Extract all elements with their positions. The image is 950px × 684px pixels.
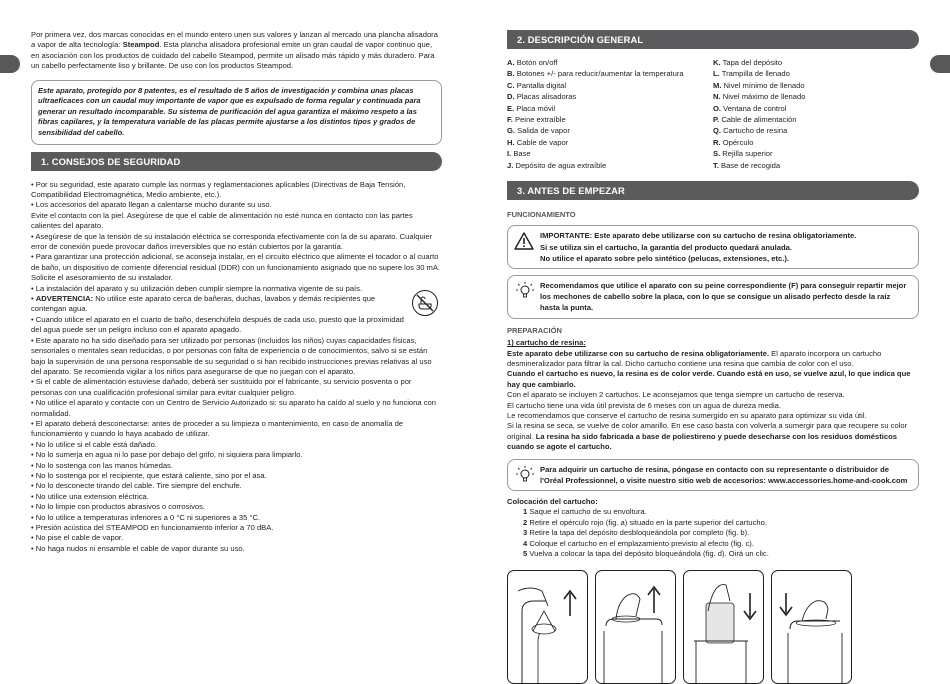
section-header-before-start: 3. ANTES DE EMPEZAR	[507, 181, 919, 200]
part-item: Q. Cartucho de resina	[713, 126, 788, 136]
part-item: D. Placas alisadoras	[507, 92, 577, 102]
prep-paragraph: Si la resina se seca, se vuelve de color amarillo. En ese caso basta con volverla a sumergir para que recupere su color original. La resina ha sido fabricada a base de poliestireno y puede desecharse con los residuos domésticos cuando se agote el cartucho.	[507, 421, 908, 452]
page-tab-left	[0, 55, 20, 73]
figure-a	[507, 570, 588, 684]
warning-triangle-icon	[514, 230, 540, 252]
safety-item: • No lo utilice si el cable está dañado.	[31, 439, 157, 449]
part-item: G. Salida de vapor	[507, 126, 570, 136]
safety-item: • Si el cable de alimentación estuviese dañado, deberá ser sustituido por el fabricante, su servicio posventa o por personas con una cualificación profesional similar para evitar cualquier peligro.	[31, 377, 412, 397]
safety-item: • No haga nudos ni ensamble el cable de vapor durante su uso.	[31, 543, 245, 553]
prep-paragraph: Cuando el cartucho es nuevo, la resina es de color verde. Cuando está en uso, se vuelve azul, lo que indica que hay que cambiarlo.	[507, 369, 911, 389]
part-item: T. Base de recogida	[713, 160, 781, 170]
parts-list-left	[507, 57, 713, 171]
figure-d	[771, 570, 852, 684]
safety-item: • No lo sostenga con las manos húmedas.	[31, 460, 173, 470]
prep-paragraph: El cartucho tiene una vida útil prevista de 6 meses con un agua de dureza media.	[507, 400, 781, 410]
tip-box-purchase	[507, 459, 919, 491]
part-item: M. Nivel mínimo de llenado	[713, 80, 805, 90]
placement-step: 5 Vuelva a colocar la tapa del depósito bloqueándola (fig. d). Oirá un clic.	[523, 549, 769, 558]
placement-steps	[507, 507, 919, 559]
part-item: F. Peine extraíble	[507, 115, 566, 125]
section-header-safety: 1. CONSEJOS DE SEGURIDAD	[31, 152, 442, 171]
safety-item: • El aparato deberá desconectarse: antes de proceder a su limpieza o mantenimiento, en caso de anomalía de funcionamiento y cuando lo haya acabado de utilizar.	[31, 418, 404, 439]
figure-c	[683, 570, 764, 684]
prep-paragraph: Le recomendamos que conserve el cartucho de resina sumergido en su aparato para optimizar su vida útil.	[507, 410, 867, 420]
patents-box: Este aparato, protegido por 8 patentes, es el resultado de 5 años de investigación y combina unas placas ultraeficaces con un caudal muy importante de vapor que es expulsado de forma regular y continuada para generar un resultado incomparable. Su sistema de purificación del agua garantiza el máximo respeto a las fibras capilares, y la temperatura variable de las placas permite ajustarse a los distintos tipos y grados de sensibilidad del cabello.	[31, 80, 442, 145]
subheading-funcionamiento: FUNCIONAMIENTO	[507, 210, 576, 220]
lightbulb-icon	[514, 280, 540, 302]
safety-item: • La instalación del aparato y su utilización deben cumplir siempre la normativa vigente de su país.	[31, 283, 363, 293]
safety-item: • No pise el cable de vapor.	[31, 533, 124, 543]
safety-item: • Los accesorios del aparato llegan a calentarse mucho durante su uso.	[31, 200, 272, 210]
placement-step: 4 Coloque el cartucho en el emplazamiento previsto al efecto (fig. c).	[523, 538, 754, 548]
important-box	[507, 225, 919, 269]
part-item: N. Nivel máximo de llenado	[713, 92, 806, 102]
part-item: J. Depósito de agua extraíble	[507, 160, 607, 170]
safety-item-warning: • ADVERTENCIA: No utilice este aparato cerca de bañeras, duchas, lavabos y demás recipientes que contengan agua.	[31, 294, 376, 314]
section-header-description: 2. DESCRIPCIÓN GENERAL	[507, 30, 919, 49]
part-item: L. Trampilla de llenado	[713, 69, 790, 79]
safety-item: • Presión acústica del STEAMPOD en funcionamiento inferior a 70 dBA.	[31, 523, 274, 532]
page-tab-right	[930, 55, 950, 73]
part-item: E. Placa móvil	[507, 103, 556, 113]
placement-title: Colocación del cartucho:	[507, 496, 598, 506]
part-item: P. Cable de alimentación	[713, 115, 797, 125]
safety-item: • No lo limpie con productos abrasivos o corrosivos.	[31, 502, 206, 512]
safety-item: • No lo desconecte tirando del cable. Tire siempre del enchufe.	[31, 481, 242, 491]
parts-list	[507, 57, 919, 171]
part-item: C. Pantalla digital	[507, 80, 567, 90]
left-column	[31, 30, 442, 554]
part-item: H. Cable de vapor	[507, 137, 569, 147]
intro-paragraph: Por primera vez, dos marcas conocidas en el mundo entero unen sus valores y lanzan al mercado una plancha alisadora a vapor de alta tecnología: Steampod. Esta plancha alisadora profesional emite un gran caudal de vapor continuo que, en asociación con los productos de cuidado del cabello Steampod, permite un alisado más rápido y más duradero. Para un cabello perfectamente liso y brillante. De uso con los productos Steampod.	[31, 30, 438, 71]
safety-item: • No utilice una extension eléctrica.	[31, 491, 149, 501]
important-line: IMPORTANTE: Este aparato debe utilizarse con su cartucho de resina obligatoriamente.	[540, 231, 857, 241]
part-item: B. Botones +/- para reducir/aumentar la temperatura	[507, 69, 684, 79]
tip-text: Para adquirir un cartucho de resina, póngase en contacto con su representante o distribuidor de l'Oréal Professionnel, o visite nuestro sitio web de accesorios: www.accessories.home-and-cook.com	[540, 464, 908, 485]
safety-item: • Por su seguridad, este aparato cumple las normas y reglamentaciones aplicables (Directivas de Baja Tensión, Compatibilidad Electromagnética, Medio ambiente, etc.).	[31, 179, 406, 199]
safety-item: • No lo sumerja en agua ni lo pase por debajo del grifo, ni siquiera para limpiarlo.	[31, 450, 303, 460]
part-item: K. Tapa del depósito	[713, 58, 783, 67]
figure-b	[595, 570, 676, 684]
parts-list-right	[713, 57, 919, 171]
safety-item: • No lo utilice a temperaturas inferiores a 0 °C ni superiores a 35 °C.	[31, 512, 261, 522]
safety-item: • Asegúrese de que la tensión de su instalación eléctrica se corresponda efectivamente con la de su aparato. Cualquier error de conexión puede provocar daños irreversibles que no están cubiertos por la garantía.	[31, 231, 433, 252]
important-line: Si se utiliza sin el cartucho, la garantía del producto quedará anulada.	[540, 242, 792, 252]
prep-paragraph: Este aparato debe utilizarse con su cartucho de resina obligatoriamente. El aparato incorpora un cartucho desmineralizador para filtrar la cal. Dicho cartucho contiene una resina que cambia de color con el uso.	[507, 348, 882, 368]
lightbulb-icon	[514, 464, 540, 486]
safety-item: • Para garantizar una protección adicional, se aconseja instalar, en el circuito eléctrico que alimente el tocador o al cuarto de baño, un dispositivo de corriente diferencial residual (DDR) con un funcionamiento asignado que no supere los 30 mA. Solicite el asesoramiento de su instalador.	[31, 252, 441, 283]
placement-step: 2 Retire el opérculo rojo (fig. a) situado en la parte superior del cartucho.	[523, 517, 767, 527]
tip-box-comb	[507, 275, 919, 319]
part-item: I. Base	[507, 149, 531, 159]
important-line: No utilice el aparato sobre pelo sintético (pelucas, extensiones, etc.).	[540, 253, 789, 263]
tip-text: Recomendamos que utilice el aparato con su peine correspondiente (F) para conseguir repartir mejor los mechones de cabello sobre la placa, con lo que se consigue un alisado perfecto desde la raíz hasta la punta.	[540, 281, 907, 313]
right-column	[507, 30, 919, 684]
safety-item: • No lo sostenga por el recipiente, que estará caliente, sino por el asa.	[31, 470, 267, 480]
safety-item: • Cuando utilice el aparato en el cuarto de baño, desenchúfelo después de cada uso, puesto que la proximidad del agua puede ser un peligro incluso con el aparato apagado.	[31, 314, 404, 335]
part-item: S. Rejilla superior	[713, 149, 773, 159]
safety-item: • No utilice el aparato y contacte con un Centro de Servicio Autorizado si: su aparato ha caído al suelo y no funciona con normalidad.	[31, 398, 436, 418]
part-item: O. Ventana de control	[713, 103, 787, 113]
subheading-preparacion: PREPARACIÓN	[507, 325, 562, 335]
part-item: A. Botón on/off	[507, 58, 558, 67]
part-item: R. Opérculo	[713, 137, 754, 147]
cartridge-title: 1) cartucho de resina:	[507, 338, 586, 348]
placement-step: 1 Saque el cartucho de su envoltura.	[523, 507, 647, 517]
placement-step: 3 Retire la tapa del depósito desbloqueándola por completo (fig. b).	[523, 528, 750, 538]
safety-list	[31, 180, 442, 555]
prep-paragraph: Con el aparato se incluyen 2 cartuchos. Le aconsejamos que tenga siempre un cartucho de reserva.	[507, 390, 845, 400]
no-bath-icon	[412, 290, 438, 316]
safety-item: Evite el contacto con la piel. Asegúrese de que el cable de alimentación no esté nunca en contacto con las partes calientes del aparato.	[31, 210, 413, 231]
figures-row	[507, 570, 919, 684]
safety-item: • Este aparato no ha sido diseñado para ser utilizado por personas (incluidos los niños) cuyas capacidades físicas, sensoriales o mentales sean reducidas, o por personas con falta de experiencia o de conocimientos, salvo si se están bajo la supervisión de una persona responsable de su seguridad o si han recibido instrucciones previas relativas al uso del aparato. Se recomienda vigilar a los niños para asegurarse de que no juegan con el aparato.	[31, 335, 432, 376]
